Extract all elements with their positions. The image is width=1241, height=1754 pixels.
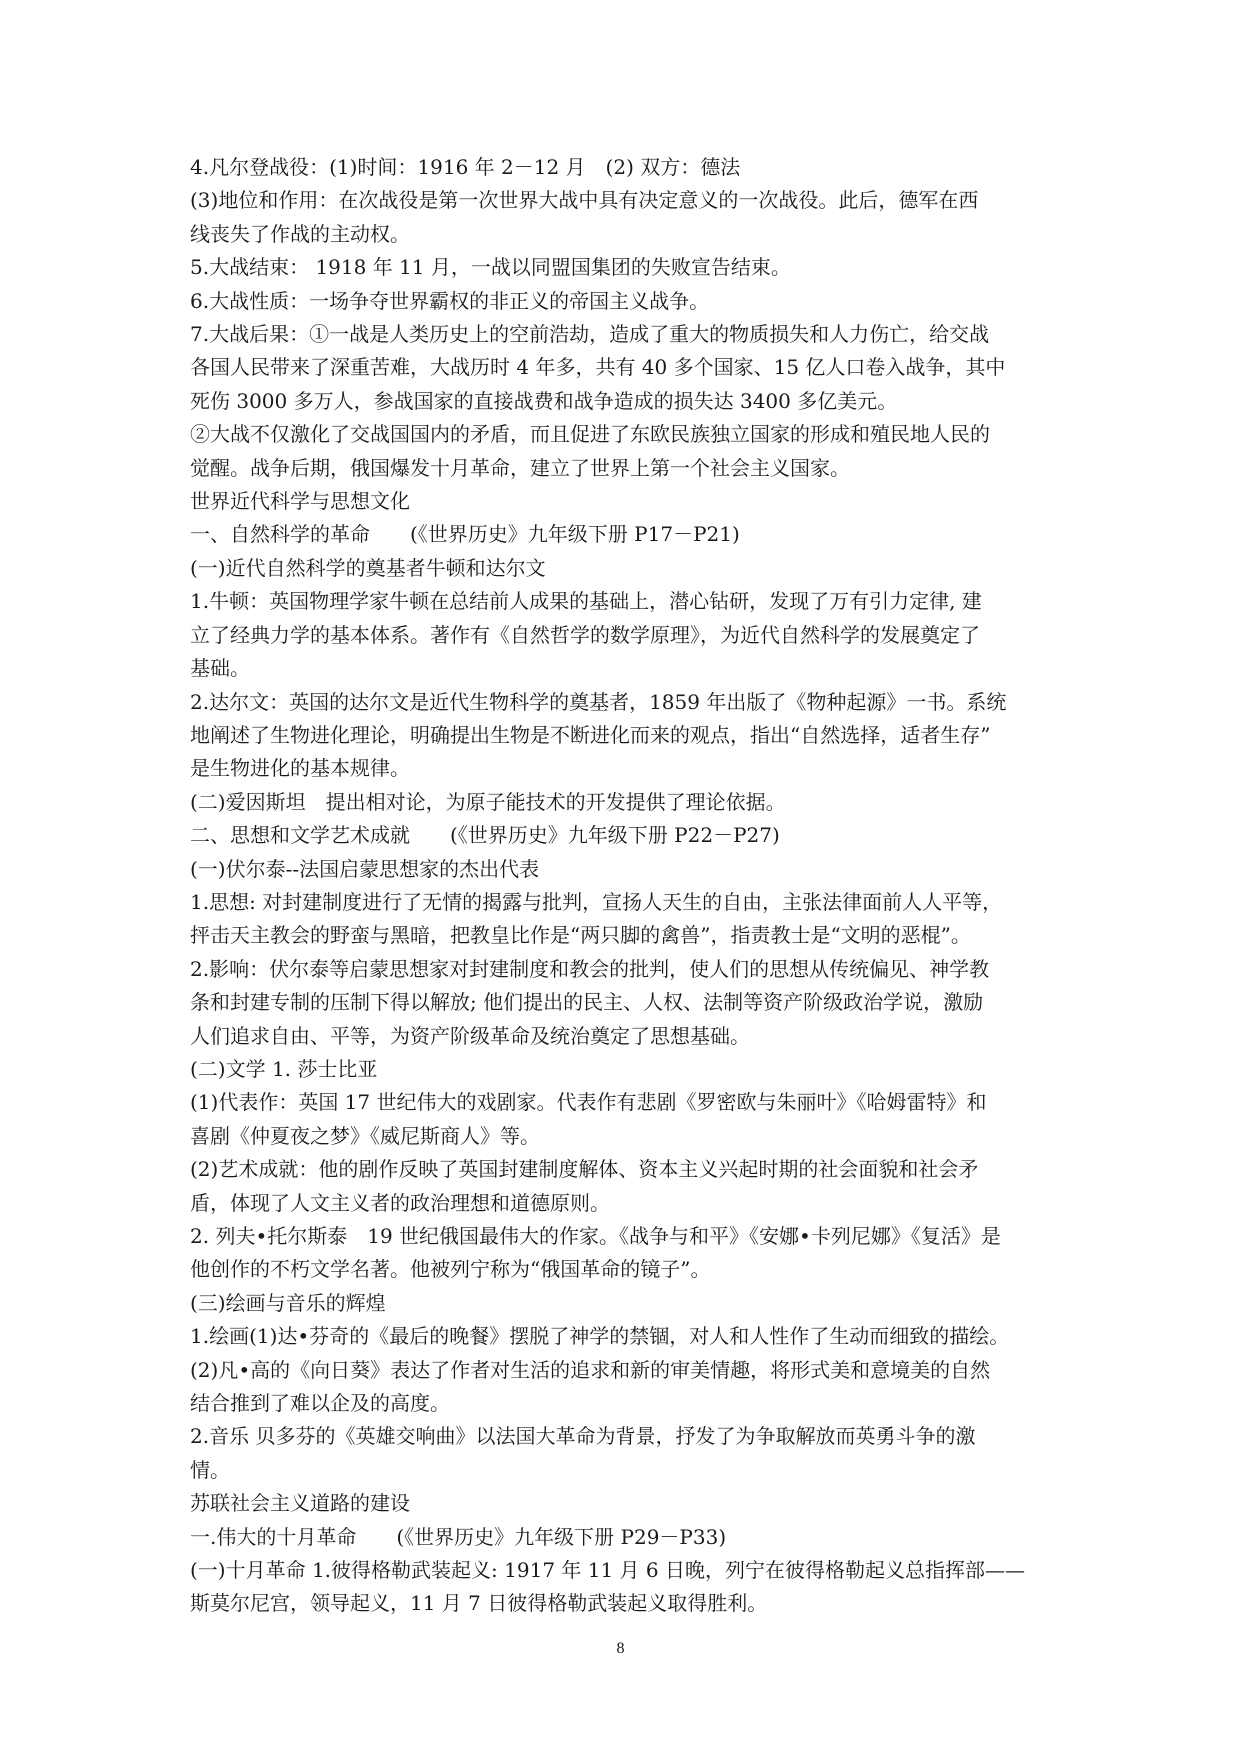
text-line: 5.大战结束： 1918 年 11 月，一战以同盟国集团的失败宣告结束。 bbox=[190, 255, 791, 280]
text-line: 喜剧《仲夏夜之梦》《威尼斯商人》等。 bbox=[190, 1123, 540, 1148]
text-line: 1.思想: 对封建制度进行了无情的揭露与批判，宣扬人天生的自由，主张法律面前人人平等， bbox=[190, 889, 1003, 914]
text-line: 斯莫尔尼宫，领导起义，11 月 7 日彼得格勒武装起义取得胜利。 bbox=[190, 1591, 768, 1616]
text-line: (一)近代自然科学的奠基者牛顿和达尔文 bbox=[190, 555, 546, 580]
text-line: (三)绘画与音乐的辉煌 bbox=[190, 1290, 386, 1315]
text-line: 2. 列夫•托尔斯泰 19 世纪俄国最伟大的作家。《战争与和平》《安娜•卡列尼娜》《复活》是 bbox=[190, 1224, 1001, 1248]
text-line: 人们追求自由、平等，为资产阶级革命及统治奠定了思想基础。 bbox=[190, 1023, 750, 1048]
text-line: 2.音乐 贝多芬的《英雄交响曲》以法国大革命为背景，抒发了为争取解放而英勇斗争的激 bbox=[190, 1424, 976, 1449]
text-line: 结合推到了难以企及的高度。 bbox=[190, 1391, 450, 1416]
text-line: ②大战不仅激化了交战国国内的矛盾，而且促进了东欧民族独立国家的形成和殖民地人民的 bbox=[190, 422, 990, 447]
text-line: 1.绘画(1)达•芬奇的《最后的晚餐》摆脱了神学的禁锢，对人和人性作了生动而细致的描绘。 bbox=[190, 1324, 1010, 1349]
text-line: 他创作的不朽文学名著。他被列宁称为“俄国革命的镜子”。 bbox=[190, 1257, 711, 1282]
text-line: 二、思想和文学艺术成就 (《世界历史》九年级下册 P22－P27) bbox=[190, 823, 780, 848]
text-line: 立了经典力学的基本体系。著作有《自然哲学的数学原理》，为近代自然科学的发展奠定了 bbox=[190, 622, 980, 647]
text-line: (2)艺术成就：他的剧作反映了英国封建制度解体、资本主义兴起时期的社会面貌和社会矛 bbox=[190, 1157, 979, 1182]
text-line: (1)代表作：英国 17 世纪伟大的戏剧家。代表作有悲剧《罗密欧与朱丽叶》《哈姆雷特》和 bbox=[190, 1090, 987, 1115]
page-number: 8 bbox=[616, 1640, 625, 1657]
text-line: 1.牛顿：英国物理学家牛顿在总结前人成果的基础上，潜心钻研，发现了万有引力定律, 建 bbox=[190, 589, 982, 614]
text-line: (二)文学 1. 莎士比亚 bbox=[190, 1056, 378, 1081]
text-line: 7.大战后果：①一战是人类历史上的空前浩劫，造成了重大的物质损失和人力伤亡，给交战 bbox=[190, 322, 990, 347]
text-line: (一)伏尔泰--法国启蒙思想家的杰出代表 bbox=[190, 856, 540, 881]
text-line: 一、自然科学的革命 (《世界历史》九年级下册 P17－P21) bbox=[190, 522, 740, 547]
text-line: 盾，体现了人文主义者的政治理想和道德原则。 bbox=[190, 1190, 610, 1215]
text-line: (2)凡•高的《向日葵》表达了作者对生活的追求和新的审美情趣，将形式美和意境美的自然 bbox=[190, 1357, 991, 1382]
text-line: 情。 bbox=[190, 1457, 230, 1482]
text-line: 基础。 bbox=[190, 656, 250, 681]
text-line: 各国人民带来了深重苦难，大战历时 4 年多，共有 40 多个国家、15 亿人口卷入战争，其中 bbox=[190, 355, 1006, 380]
text-line: 苏联社会主义道路的建设 bbox=[190, 1491, 410, 1516]
text-line: 4.凡尔登战役：(1)时间：1916 年 2－12 月 (2) 双方：德法 bbox=[190, 155, 741, 179]
text-line: 觉醒。战争后期，俄国爆发十月革命，建立了世界上第一个社会主义国家。 bbox=[190, 455, 850, 480]
text-line: (3)地位和作用：在次战役是第一次世界大战中具有决定意义的一次战役。此后，德军在西 bbox=[190, 188, 979, 213]
text-line: 一.伟大的十月革命 (《世界历史》九年级下册 P29－P33) bbox=[190, 1524, 727, 1549]
document-body bbox=[190, 151, 1058, 1621]
text-line: 死伤 3000 多万人，参战国家的直接战费和战争造成的损失达 3400 多亿美元。 bbox=[190, 388, 898, 413]
text-line: 地阐述了生物进化理论，明确提出生物是不断进化而来的观点，指出“自然选择，适者生存” bbox=[190, 722, 991, 747]
text-line: 6.大战性质：一场争夺世界霸权的非正义的帝国主义战争。 bbox=[190, 288, 710, 313]
text-line: 线丧失了作战的主动权。 bbox=[190, 221, 410, 246]
text-line: 2.达尔文：英国的达尔文是近代生物科学的奠基者，1859 年出版了《物种起源》一书。系统 bbox=[190, 689, 1007, 714]
text-line: 抨击天主教会的野蛮与黑暗，把教皇比作是“两只脚的禽兽”，指责教士是“文明的恶棍”。 bbox=[190, 923, 971, 948]
text-line: 条和封建专制的压制下得以解放; 他们提出的民主、人权、法制等资产阶级政治学说，激励 bbox=[190, 990, 984, 1015]
text-line: 世界近代科学与思想文化 bbox=[190, 489, 410, 514]
text-line: 2.影响：伏尔泰等启蒙思想家对封建制度和教会的批判，使人们的思想从传统偏见、神学教 bbox=[190, 956, 990, 981]
text-line: 是生物进化的基本规律。 bbox=[190, 756, 410, 781]
text-line: (二)爱因斯坦 提出相对论，为原子能技术的开发提供了理论依据。 bbox=[190, 789, 786, 814]
text-line: (一)十月革命 1.彼得格勒武装起义: 1917 年 11 月 6 日晚，列宁在彼得格勒起义总指挥部—— bbox=[190, 1558, 1025, 1583]
